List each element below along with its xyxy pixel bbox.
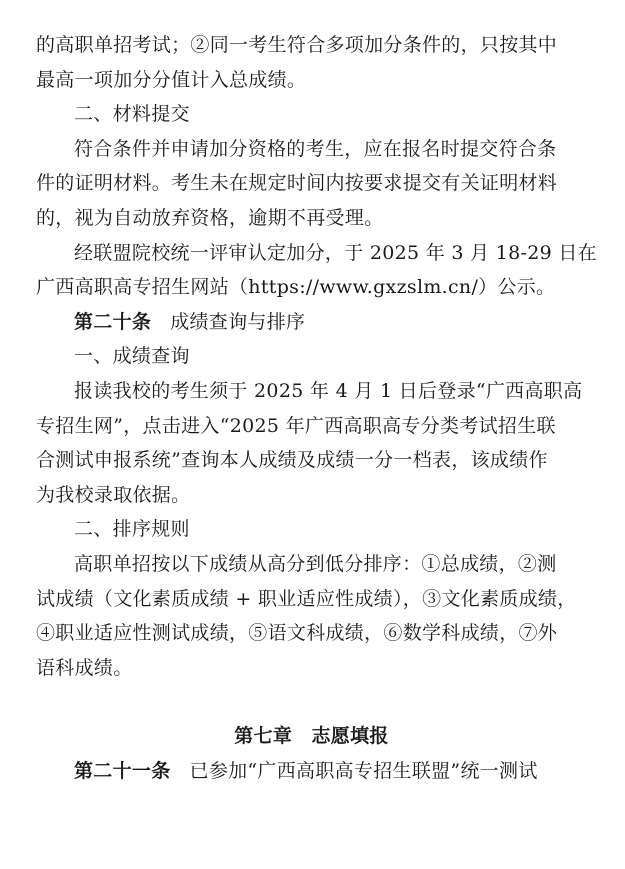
text-line: 专招生网”，点击进入“2025 年广西高职高专分类考试招生联 — [36, 414, 556, 437]
text-line: ④职业适应性测试成绩，⑤语文科成绩，⑥数学科成绩，⑦外 — [36, 622, 558, 645]
text-line: 经联盟院校统一评审认定加分，于 2025 年 3 月 18-29 日在 — [74, 241, 597, 264]
section-heading-ranking — [36, 512, 587, 547]
text-line: 语科成绩。 — [36, 656, 133, 679]
chapter-title: 第七章 志愿填报 — [234, 725, 389, 748]
article-20-heading — [36, 305, 587, 340]
paragraph-bonus-rule — [36, 28, 587, 97]
article-title: 成绩查询与排序 — [170, 310, 306, 333]
text-line: 为我校录取依据。 — [36, 483, 191, 506]
text-line: 试成绩（文化素质成绩 + 职业适应性成绩），③文化素质成绩， — [36, 587, 577, 610]
text-line: 的，视为自动放弃资格，逾期不再受理。 — [36, 206, 384, 229]
section-heading-score-query — [36, 339, 587, 374]
heading-text: 二、材料提交 — [74, 103, 190, 126]
article-number: 第二十一条 — [74, 759, 171, 782]
text-line: 合测试申报系统”查询本人成绩及成绩一分一档表，该成绩作 — [36, 449, 548, 472]
paragraph-score-query — [36, 374, 587, 512]
document-page — [0, 28, 625, 869]
text-line: 高职单招按以下成绩从高分到低分排序：①总成绩，②测 — [74, 552, 557, 575]
text-line: 件的证明材料。考生未在规定时间内按要求提交有关证明材料 — [36, 172, 558, 195]
text-line: 符合条件并申请加分资格的考生，应在报名时提交符合条 — [74, 137, 557, 160]
paragraph-publicity — [36, 236, 597, 305]
paragraph-materials — [36, 132, 587, 236]
paragraph-ranking — [36, 547, 587, 685]
article-text: 已参加“广西高职高专招生联盟”统一测试 — [189, 759, 538, 782]
article-number: 第二十条 — [74, 310, 152, 333]
text-line: 报读我校的考生须于 2025 年 4 月 1 日后登录“广西高职高 — [74, 379, 583, 402]
text-line: 最高一项加分分值计入总成绩。 — [36, 68, 307, 91]
heading-text: 一、成绩查询 — [74, 345, 190, 368]
section-heading-materials — [36, 97, 587, 132]
text-line: 广西高职高专招生网站（https://www.gxzslm.cn/）公示。 — [36, 276, 556, 299]
text-line: 的高职单招考试；②同一考生符合多项加分条件的，只按其中 — [36, 34, 558, 56]
heading-text: 二、排序规则 — [74, 518, 190, 541]
article-21-heading — [36, 754, 587, 789]
